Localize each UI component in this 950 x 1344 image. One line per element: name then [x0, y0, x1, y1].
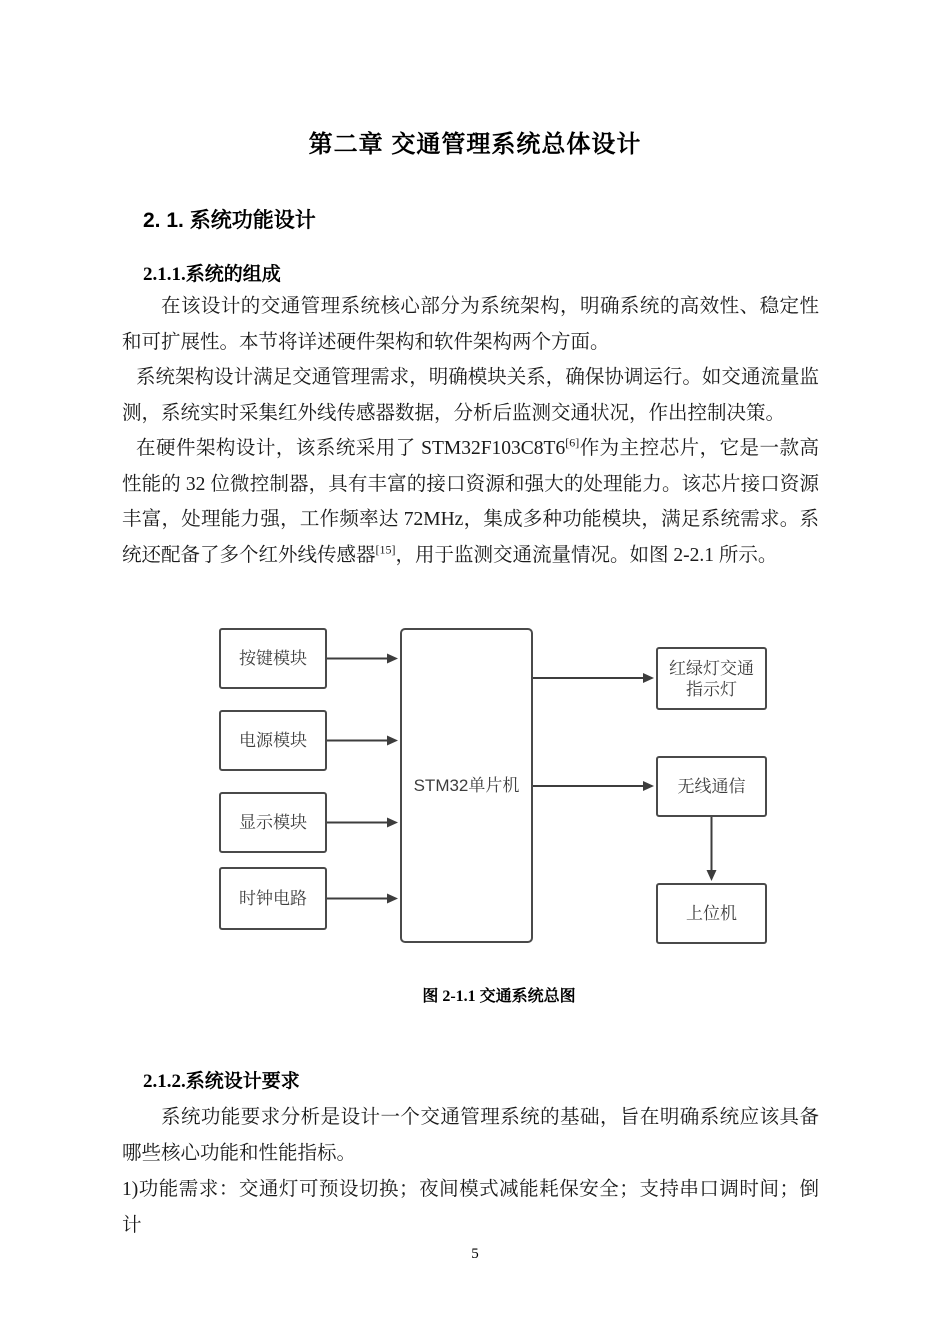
- box-label: 按键模块: [239, 649, 307, 668]
- box-label: 时钟电路: [239, 889, 307, 908]
- diagram-box-clock-circuit: [219, 867, 327, 930]
- system-block-diagram: [219, 615, 779, 955]
- box-label: 无线通信: [677, 777, 746, 796]
- paragraph: 系统功能要求分析是设计一个交通管理系统的基础，旨在明确系统应该具备哪些核心功能和性能指标。: [122, 1107, 819, 1164]
- paragraph: [122, 431, 819, 573]
- diagram-box-stm32-mcu: [400, 628, 533, 943]
- section-2-1-2-body: [122, 1100, 819, 1244]
- box-label-line1: 红绿灯交通: [669, 658, 754, 678]
- diagram-box-host-computer: [656, 883, 767, 944]
- diagram-box-traffic-light: [656, 647, 767, 710]
- citation-ref-6: [6]: [565, 435, 580, 450]
- paragraph-text: 在硬件架构设计，该系统采用了 STM32F103C8T6: [136, 438, 566, 459]
- paragraph-text: 作为主控芯片，它是一款高性能的 32 位微控制器，具有丰富的接口资源和强大的处理能力。该芯片接口资源丰富，处理能力强，工作频率达 72MHz，集成多种功能模块，满足系统需求。系统还配备了多个红外线传感器: [122, 438, 819, 566]
- box-label: 显示模块: [239, 813, 307, 832]
- diagram-box-key-module: [219, 628, 327, 689]
- diagram-box-display-module: [219, 792, 327, 853]
- box-label-line2: 指示灯: [686, 679, 737, 699]
- paragraph-text: ，用于监测交通流量情况。如图 2-2.1 所示。: [395, 544, 778, 566]
- paragraph: 1)功能需求：交通灯可预设切换；夜间模式减能耗保安全；支持串口调时间；倒计: [122, 1179, 819, 1236]
- section-heading-2-1-1: 2.1.1.系统的组成: [143, 264, 281, 285]
- figure-caption: 图 2-1.1 交通系统总图: [422, 988, 576, 1005]
- box-label: 上位机: [686, 904, 737, 923]
- box-label: STM32单片机: [413, 776, 520, 795]
- section-2-1-1-body: [122, 289, 819, 573]
- paragraph: 在该设计的交通管理系统核心部分为系统架构，明确系统的高效性、稳定性和可扩展性。本节将详述硬件架构和软件架构两个方面。: [122, 296, 819, 353]
- page-number: 5: [471, 1246, 479, 1262]
- section-heading-2-1: 2. 1. 系统功能设计: [143, 209, 316, 232]
- diagram-box-wireless: [656, 756, 767, 817]
- citation-ref-15: [15]: [375, 542, 396, 556]
- box-label: 电源模块: [239, 731, 307, 750]
- diagram-box-power-module: [219, 710, 327, 771]
- paragraph: 系统架构设计满足交通管理需求，明确模块关系，确保协调运行。如交通流量监测，系统实时采集红外线传感器数据，分析后监测交通状况，作出控制决策。: [122, 367, 819, 424]
- chapter-title: 第二章 交通管理系统总体设计: [308, 131, 642, 158]
- section-heading-2-1-2: 2.1.2.系统设计要求: [143, 1071, 300, 1092]
